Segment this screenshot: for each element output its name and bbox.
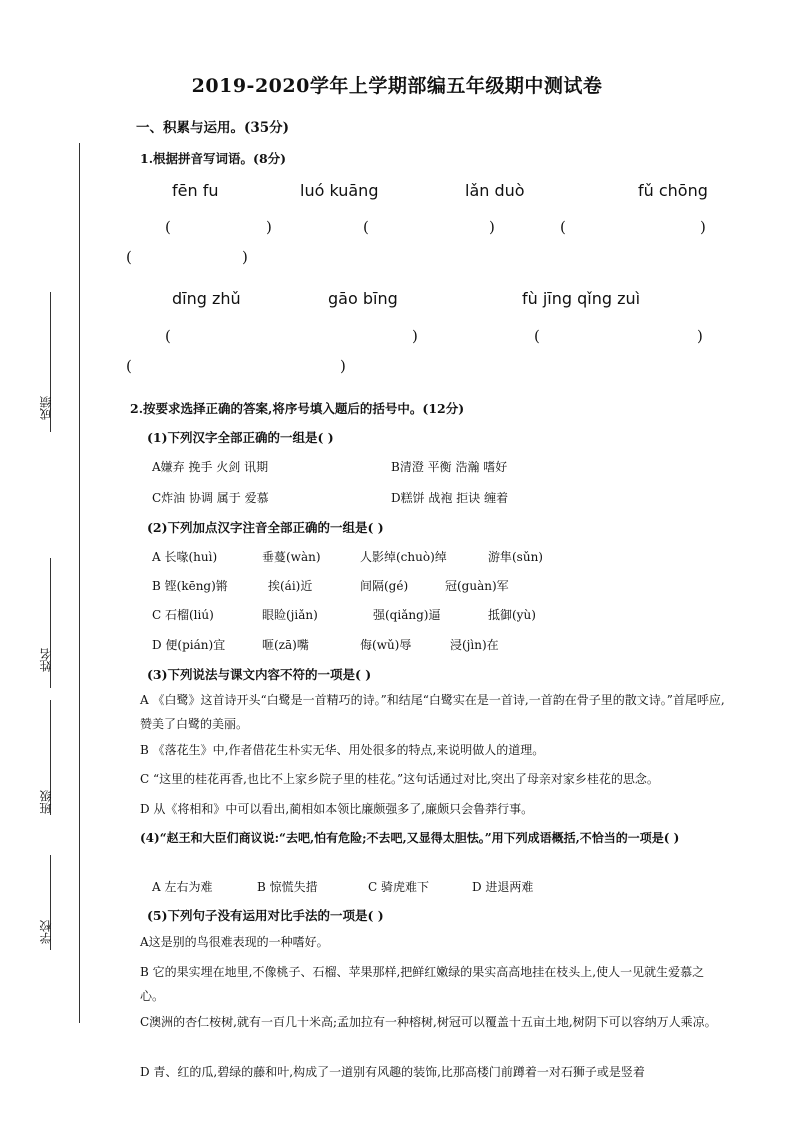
option-b: B清澄 平衡 浩瀚 嗜好 <box>391 460 508 474</box>
answer-blank-close: ) <box>412 327 418 345</box>
pinyin-option: 垂蔓(wàn) <box>262 550 321 564</box>
score-label: 成绩 <box>39 396 53 420</box>
sentence-c: C澳洲的杏仁桉树,就有一百几十米高;孟加拉有一种榕树,树冠可以覆盖十五亩土地,树阴下可以容纳万人乘凉。 <box>140 1015 717 1029</box>
statement-c: C “这里的桂花再香,也比不上家乡院子里的桂花。”这句话通过对比,突出了母亲对家乡桂花的思念。 <box>140 772 659 786</box>
subquestion-3-label: (3)下列说法与课文内容不符的一项是( ) <box>147 667 372 682</box>
pinyin-word: luó kuāng <box>300 181 379 200</box>
answer-blank-open: ( <box>363 218 369 236</box>
binding-line <box>79 143 80 1023</box>
answer-blank-open: ( <box>165 218 171 236</box>
subquestion-5-label: (5)下列句子没有运用对比手法的一项是( ) <box>147 908 384 923</box>
answer-blank-open: ( <box>534 327 540 345</box>
pinyin-option: 侮(wǔ)辱 <box>360 638 412 652</box>
option-a: A 左右为难 <box>152 880 213 894</box>
school-label: 学校 <box>39 920 53 944</box>
pinyin-option: A 长喙(huì) <box>152 550 218 564</box>
pinyin-option: 人影绰(chuò)绰 <box>360 550 447 564</box>
answer-blank-close: ) <box>697 327 703 345</box>
statement-a: A 《白鹭》这首诗开头“白鹭是一首精巧的诗。”和结尾“白鹭实在是一首诗,一首韵在骨子里的散文诗。”首尾呼应,赞美了白鹭的美丽。 <box>140 693 725 731</box>
pinyin-word: dīng zhǔ <box>172 289 241 308</box>
statement-b: B 《落花生》中,作者借花生朴实无华、用处很多的特点,来说明做人的道理。 <box>140 743 545 757</box>
pinyin-option: B 铿(kēng)锵 <box>152 579 228 593</box>
answer-blank-close: ) <box>242 248 248 266</box>
section-heading: 一、积累与运用。(35分) <box>136 120 290 136</box>
answer-blank-close: ) <box>700 218 706 236</box>
answer-blank-open: ( <box>560 218 566 236</box>
pinyin-word: gāo bīng <box>328 289 398 308</box>
pinyin-option: 游隼(sǔn) <box>488 550 543 564</box>
subquestion-1-label: (1)下列汉字全部正确的一组是( ) <box>147 430 334 445</box>
page-title: 2019-2020学年上学期部编五年级期中测试卷 <box>191 75 603 97</box>
sentence-d: D 青、红的瓜,碧绿的藤和叶,构成了一道别有风趣的装饰,比那高楼门前蹲着一对石狮子或是竖着 <box>140 1065 645 1079</box>
pinyin-option: 冠(guàn)军 <box>445 579 509 593</box>
subquestion-2-label: (2)下列加点汉字注音全部正确的一组是( ) <box>147 520 384 535</box>
statement-d: D 从《将相和》中可以看出,蔺相如本领比廉颇强多了,廉颇只会鲁莽行事。 <box>140 802 534 816</box>
answer-blank-close: ) <box>489 218 495 236</box>
answer-blank-close: ) <box>340 357 346 375</box>
pinyin-option: 抵御(yù) <box>488 608 536 622</box>
answer-blank-open: ( <box>126 248 132 266</box>
option-d: D糕饼 战袍 拒诀 缠着 <box>391 491 509 505</box>
answer-blank-close: ) <box>266 218 272 236</box>
sentence-b: B 它的果实埋在地里,不像桃子、石榴、苹果那样,把鲜红嫩绿的果实高高地挂在枝头上,使人一见就生爱慕之心。 <box>140 965 705 1003</box>
question-2-label: 2.按要求选择正确的答案,将序号填入题后的括号中。(12分) <box>130 401 465 416</box>
pinyin-option: 挨(ái)近 <box>268 579 313 593</box>
option-d: D 进退两难 <box>472 880 534 894</box>
pinyin-option: C 石榴(liú) <box>152 608 214 622</box>
subquestion-4-label: (4)“赵王和大臣们商议说:“去吧,怕有危险;不去吧,又显得太胆怯。”用下列成语概括,不恰当的一项是( ) <box>140 831 680 845</box>
pinyin-option: 咂(zā)嘴 <box>262 638 309 652</box>
pinyin-option: 强(qiǎng)逼 <box>373 608 441 622</box>
pinyin-option: 眼睑(jiǎn) <box>262 608 318 622</box>
option-a: A嫌弃 挽手 火剑 讯期 <box>152 460 269 474</box>
pinyin-option: 浸(jìn)在 <box>450 638 499 652</box>
answer-blank-open: ( <box>126 357 132 375</box>
name-label: 姓名 <box>39 648 53 672</box>
option-b: B 惊慌失措 <box>257 880 318 894</box>
answer-blank-open: ( <box>165 327 171 345</box>
pinyin-word: fù jīng qǐng zuì <box>522 289 641 308</box>
question-1-label: 1.根据拼音写词语。(8分) <box>140 151 287 166</box>
pinyin-word: fǔ chōng <box>638 181 708 200</box>
class-label: 班级 <box>39 790 53 814</box>
option-c: C 骑虎难下 <box>368 880 429 894</box>
option-c: C炸油 协调 属于 爱慕 <box>152 491 269 505</box>
pinyin-option: D 便(pián)宜 <box>152 638 226 652</box>
pinyin-word: fēn fu <box>172 181 219 200</box>
pinyin-word: lǎn duò <box>465 181 525 200</box>
pinyin-option: 间隔(gé) <box>360 579 409 593</box>
sentence-a: A这是别的鸟很难表现的一种嗜好。 <box>140 935 329 949</box>
